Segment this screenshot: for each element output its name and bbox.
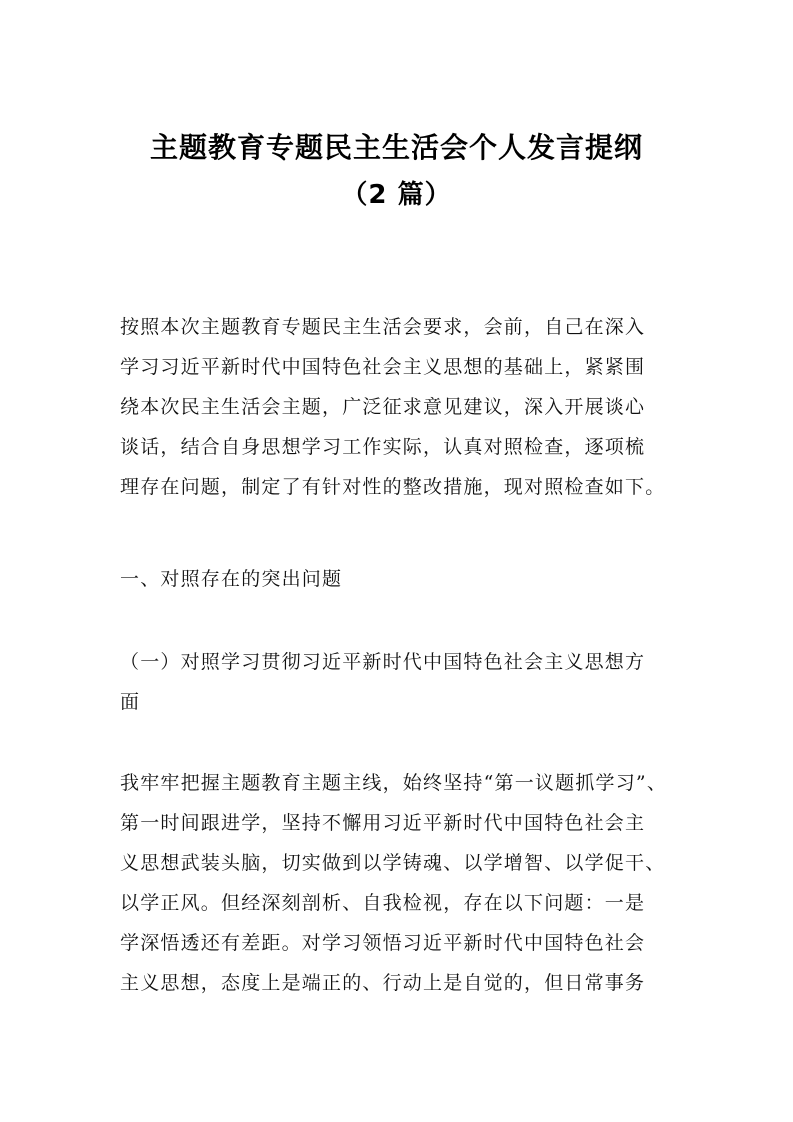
paragraph-line: 学深悟透还有差距。对学习领悟习近平新时代中国特色社会 <box>120 932 646 954</box>
section-heading <box>120 559 680 599</box>
body-paragraph <box>120 763 680 1003</box>
paragraph-line: 以学正风。但经深刻剖析、自我检视，存在以下问题：一是 <box>120 892 646 914</box>
paragraph-line: 理存在问题，制定了有针对性的整改措施，现对照检查如下。 <box>120 476 666 498</box>
subsection-heading <box>120 642 680 722</box>
document-subtitle: （2 篇） <box>341 180 452 210</box>
paragraph-line: 谈话，结合自身思想学习工作实际，认真对照检查，逐项梳 <box>120 436 646 458</box>
paragraph-line: 学习习近平新时代中国特色社会主义思想的基础上，紧紧围 <box>120 356 646 378</box>
paragraph-line: 按照本次主题教育专题民主生活会要求，会前，自己在深入 <box>120 316 646 338</box>
paragraph-line: 我牢牢把握主题教育主题主线，始终坚持“第一议题抓学习”、 <box>120 772 668 794</box>
paragraph-line: 义思想武装头脑，切实做到以学铸魂、以学增智、以学促干、 <box>120 852 666 874</box>
heading-line: （一）对照学习贯彻习近平新时代中国特色社会主义思想方 <box>120 651 646 673</box>
paragraph-line: 主义思想，态度上是端正的、行动上是自觉的，但日常事务 <box>120 972 646 994</box>
heading-line: 面 <box>120 691 141 713</box>
paragraph-line: 第一时间跟进学，坚持不懈用习近平新时代中国特色社会主 <box>120 812 646 834</box>
intro-paragraph <box>120 307 680 507</box>
heading-line: 一、对照存在的突出问题 <box>120 568 343 590</box>
paragraph-line: 绕本次民主生活会主题，广泛征求意见建议，深入开展谈心 <box>120 396 646 418</box>
document-title: 主题教育专题民主生活会个人发言提纲 <box>149 131 643 164</box>
